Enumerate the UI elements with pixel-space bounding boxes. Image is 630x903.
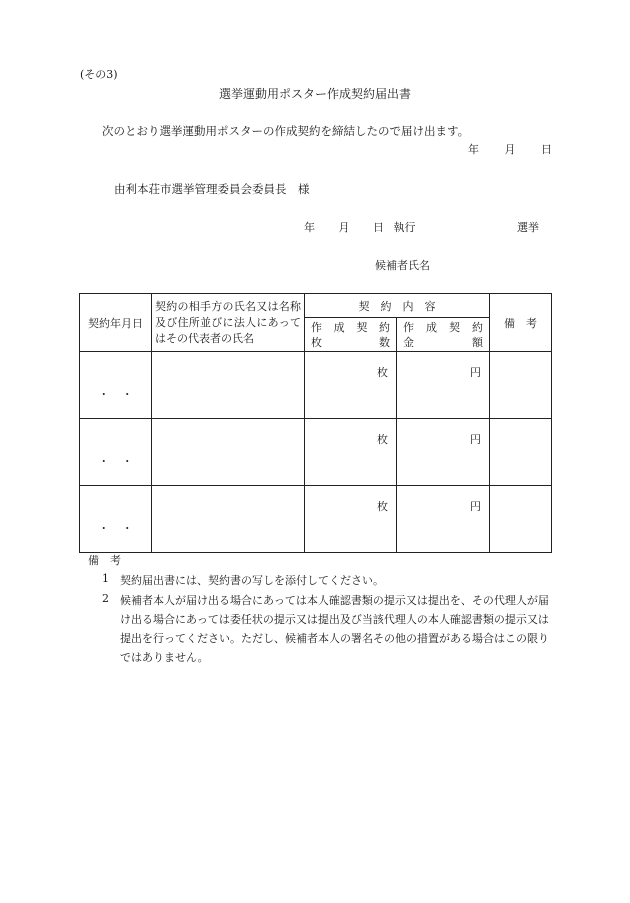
amount-cell[interactable]	[397, 352, 490, 419]
ha-b1: 額	[472, 335, 483, 349]
table-row	[80, 419, 552, 486]
unit-count: 枚	[377, 366, 388, 379]
count-cell[interactable]	[305, 419, 397, 486]
note-number-2: 2	[102, 592, 109, 605]
count-cell[interactable]	[305, 486, 397, 553]
header-count	[305, 318, 397, 352]
executed-label: 執行	[393, 221, 416, 234]
ha-b0: 金	[403, 335, 414, 349]
header-contract-party	[152, 294, 305, 352]
header-contract-date: 契約年月日	[80, 294, 152, 352]
header-party-text: 契約の相手方の氏名又は名称及び住所並びに法人にあってはその代表者の氏名	[155, 299, 301, 345]
intro-text: 次のとおり選挙運動用ポスターの作成契約を締結したので届け出ます。	[102, 124, 470, 138]
table-row	[80, 352, 552, 419]
remarks-cell[interactable]	[490, 419, 552, 486]
date-dot: ・	[98, 388, 110, 401]
hc-b1: 数	[379, 335, 390, 349]
note-text-1: 契約届出書には、契約書の写しを添付してください。	[120, 574, 384, 587]
header-contract-content: 契 約 内 容	[305, 294, 490, 318]
contract-party-cell[interactable]	[152, 486, 305, 553]
amount-cell[interactable]	[397, 419, 490, 486]
count-cell[interactable]	[305, 352, 397, 419]
contract-party-cell[interactable]	[152, 419, 305, 486]
contract-party-cell[interactable]	[152, 352, 305, 419]
year-label: 年	[468, 143, 479, 156]
hc-t1: 成	[333, 320, 345, 334]
contract-date-cell[interactable]	[80, 486, 152, 553]
contract-date-cell[interactable]	[80, 352, 152, 419]
contract-date-cell[interactable]	[80, 419, 152, 486]
date-dot: ・	[98, 522, 110, 535]
header-remarks: 備 考	[490, 294, 552, 352]
date-dot: ・	[98, 455, 110, 468]
hc-t2: 契	[356, 320, 368, 334]
election-line	[304, 219, 416, 235]
contract-table	[79, 293, 552, 553]
unit-amount: 円	[470, 433, 481, 446]
candidate-name-label: 候補者氏名	[375, 259, 430, 272]
addressee: 由利本荘市選挙管理委員会委員長 様	[114, 182, 310, 196]
hc-t0: 作	[311, 320, 322, 334]
hc-b0: 枚	[311, 335, 322, 349]
unit-amount: 円	[470, 500, 481, 513]
month-label: 月	[504, 143, 516, 156]
submission-date	[468, 141, 552, 157]
date-dot: ・	[121, 522, 133, 535]
form-number: (その3)	[80, 68, 118, 81]
remarks-cell[interactable]	[490, 486, 552, 553]
note-text-2: 候補者本人が届け出る場合にあっては本人確認書類の提示又は提出を、その代理人が届け出る場合にあっては委任状の提示又は提出及び当該代理人の本人確認書類の提示又は提出を行ってください。ただし、候補者本人の署名その他の措置がある場合はこの限りではありません。	[120, 594, 549, 664]
hc-t3: 約	[378, 320, 390, 334]
date-dot: ・	[121, 455, 133, 468]
day-label: 日	[541, 143, 552, 156]
election-label: 選挙	[517, 221, 539, 234]
header-amount	[397, 318, 490, 352]
unit-amount: 円	[470, 366, 481, 379]
remarks-cell[interactable]	[490, 352, 552, 419]
election-year-label: 年	[304, 221, 315, 234]
election-day-label: 日	[373, 221, 384, 234]
unit-count: 枚	[377, 500, 388, 513]
ha-t3: 約	[472, 320, 483, 334]
ha-t2: 契	[449, 320, 460, 334]
ha-t0: 作	[403, 320, 414, 334]
unit-count: 枚	[377, 433, 388, 446]
page-title: 選挙運動用ポスター作成契約届出書	[218, 87, 411, 101]
notes-title: 備 考	[88, 554, 121, 567]
ha-t1: 成	[426, 320, 437, 334]
election-month-label: 月	[338, 221, 350, 234]
table-row	[80, 486, 552, 553]
note-number-1: 1	[102, 572, 109, 585]
amount-cell[interactable]	[397, 486, 490, 553]
date-dot: ・	[121, 388, 133, 401]
